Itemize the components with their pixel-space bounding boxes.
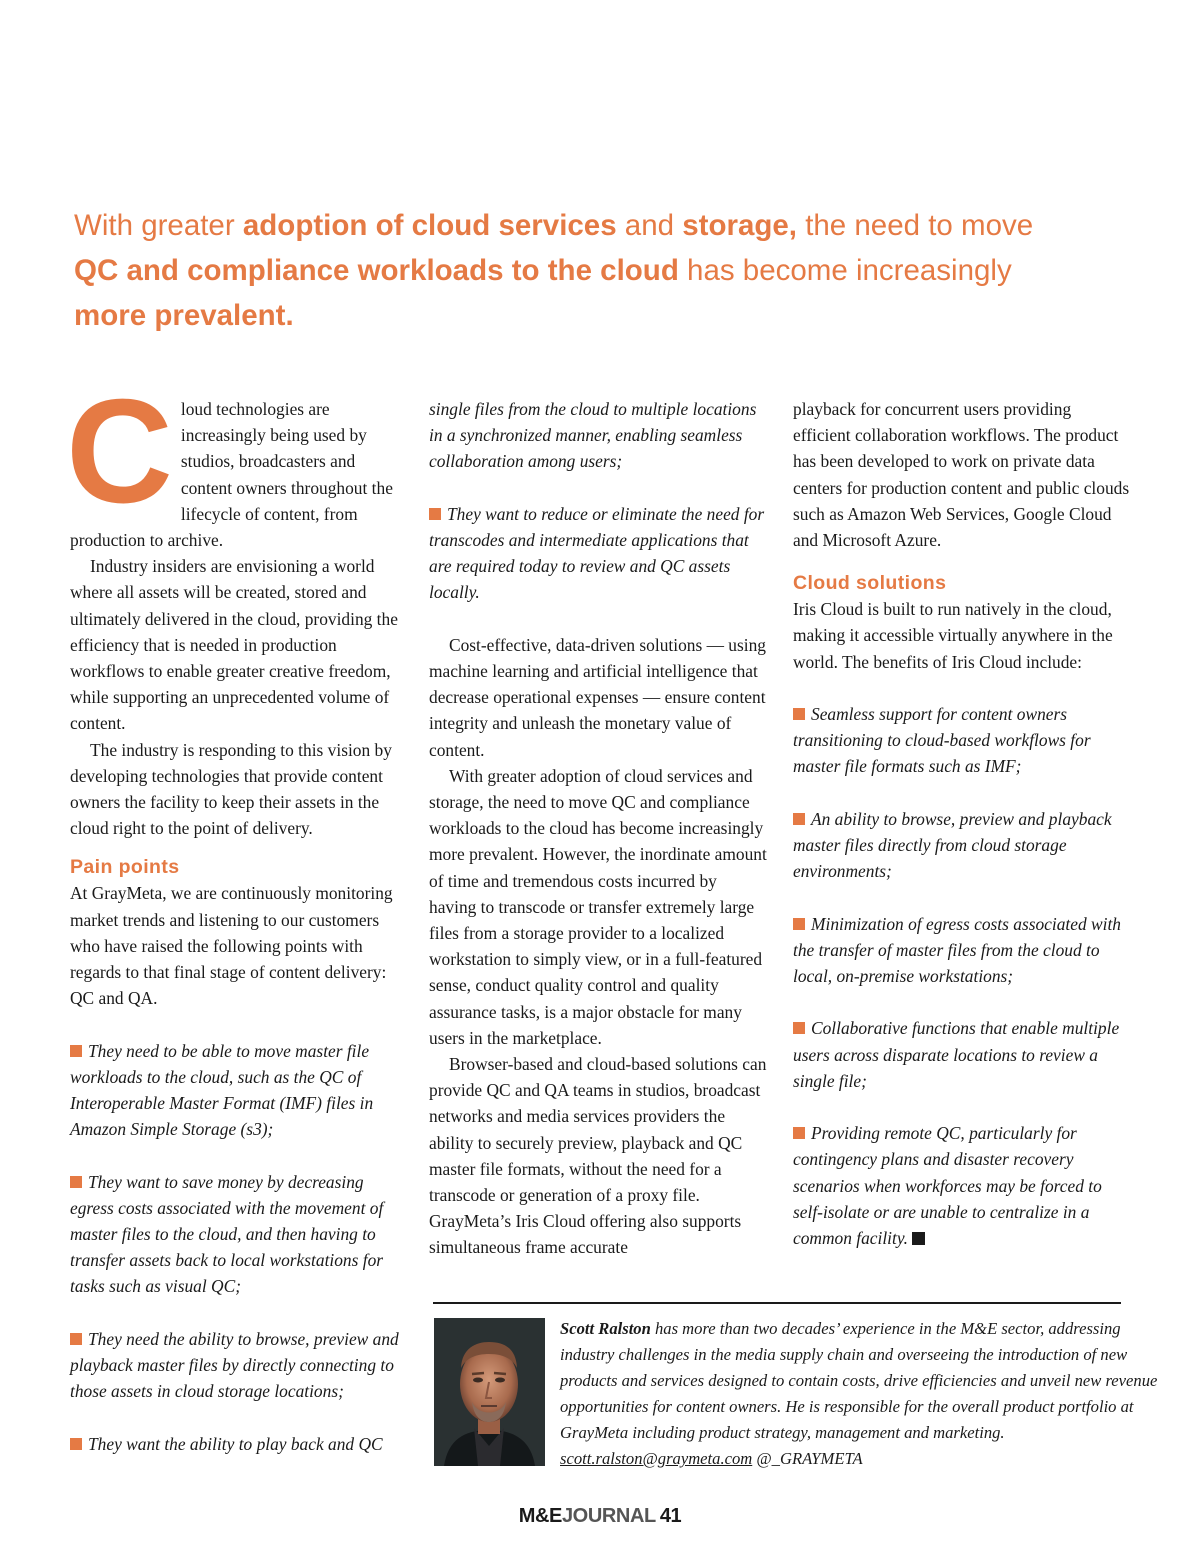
author-email-link[interactable]: scott.ralston@graymeta.com — [560, 1449, 753, 1468]
bullet-item — [70, 1431, 405, 1457]
pull-quote-emphasis: storage, — [682, 209, 797, 242]
bullet-square-icon — [793, 1127, 805, 1139]
bullet-square-icon — [429, 508, 441, 520]
body-paragraph: Iris Cloud is built to run natively in the cloud, making it accessible virtually anywhere in the world. The benefits of Iris Cloud include: — [793, 599, 1113, 672]
body-paragraph: The industry is responding to this vision by developing technologies that provide content owners the facility to keep their assets in the cloud right to the point of delivery. — [70, 739, 392, 839]
bullet-square-icon — [70, 1333, 82, 1345]
bullet-square-icon — [70, 1176, 82, 1188]
benefit-text: An ability to browse, preview and playback master files directly from cloud storage environments; — [793, 808, 1112, 882]
bullet-item — [429, 501, 767, 606]
end-mark-icon — [912, 1232, 925, 1245]
pull-quote-text: has become increasingly — [678, 254, 1012, 287]
benefit-item — [793, 701, 1133, 780]
bullet-square-icon — [793, 1022, 805, 1034]
body-paragraph: Cost-effective, data-driven solutions — using machine learning and artificial intelligence that decrease operational expenses — ensure content integrity and unleash the monetary value of content. — [429, 634, 766, 760]
page-footer — [0, 1505, 1200, 1528]
section-heading-cloud-solutions: Cloud solutions — [793, 572, 947, 595]
bullet-text: They need to be able to move master file workloads to the cloud, such as the QC of Interoperable Master Format (IMF) files in Amazon Simple Storage (s3); — [70, 1040, 374, 1140]
pull-quote-emphasis: adoption of cloud services — [242, 209, 617, 242]
pull-quote-text: With greater — [74, 209, 243, 242]
bullet-square-icon — [793, 708, 805, 720]
pull-quote — [74, 203, 1074, 338]
drop-cap: C — [66, 369, 173, 534]
author-photo — [434, 1318, 545, 1466]
author-name: Scott Ralston — [560, 1319, 651, 1338]
bio-divider — [433, 1302, 1121, 1304]
author-portrait-icon — [434, 1318, 545, 1466]
bullet-text: They want to reduce or eliminate the need for transcodes and intermediate applications that are required today to review and QC assets locally. — [429, 503, 765, 603]
bullet-item — [70, 1326, 405, 1405]
body-paragraph: Browser-based and cloud-based solutions can provide QC and QA teams in studios, broadcast networks and media services providers the ability to securely preview, playback and QC master file formats, without the need for a transcode or generation of a proxy file. GrayMeta’s Iris Cloud offering also supports simultaneous frame accurate — [429, 1054, 767, 1258]
intro-paragraph — [66, 369, 405, 553]
benefit-item — [793, 1015, 1133, 1094]
article-column-2 — [429, 396, 767, 1261]
bullet-square-icon — [793, 918, 805, 930]
intro-text: loud technologies are increasingly being used by studios, broadcasters and content owners throughout the lifecycle of content, from production to archive. — [70, 399, 393, 551]
bullet-item — [70, 1169, 405, 1300]
bullet-square-icon — [70, 1438, 82, 1450]
benefit-text: Minimization of egress costs associated with the transfer of master files from the cloud to local, on-premise workstations; — [793, 913, 1121, 987]
bullet-item — [70, 1038, 405, 1143]
benefit-item — [793, 1120, 1133, 1251]
bullet-continuation: single files from the cloud to multiple locations in a synchronized manner, enabling seamless collaboration among users; — [429, 399, 757, 472]
body-paragraph: playback for concurrent users providing efficient collaboration workflows. The product has been developed to work on private data centers for production content and public clouds such as Amazon Web Services, Google Cloud and Microsoft Azure. — [793, 399, 1130, 551]
bullet-square-icon — [793, 813, 805, 825]
pull-quote-emphasis: more prevalent. — [74, 299, 294, 332]
benefit-item — [793, 911, 1133, 990]
benefit-text: Collaborative functions that enable multiple users across disparate locations to review a single file; — [793, 1018, 1120, 1091]
benefit-text: Providing remote QC, particularly for contingency plans and disaster recovery scenarios when workforces may be forced to self-isolate or are unable to centralize in a common facility. — [793, 1123, 1102, 1249]
footer-logo-me: M&E — [518, 1505, 562, 1527]
author-bio — [560, 1316, 1160, 1472]
pull-quote-text: the need to move — [797, 209, 1034, 242]
benefit-text: Seamless support for content owners transitioning to cloud-based workflows for master file formats such as IMF; — [793, 704, 1091, 777]
bio-text: has more than two decades’ experience in the M&E sector, addressing industry challenges in the media supply chain and overseeing the introduction of new products and services designed to contain costs, drive efficiencies and unveil new revenue opportunities for content owners. He is responsible for the overall product portfolio at GrayMeta including product strategy, management and marketing. — [560, 1319, 1158, 1442]
author-handle: @_GRAYMETA — [752, 1449, 863, 1468]
pull-quote-emphasis: QC and compliance workloads to the cloud — [74, 254, 679, 287]
body-paragraph: At GrayMeta, we are continuously monitoring market trends and listening to our customers who have raised the following points with regards to that final stage of content delivery: QC and QA. — [70, 883, 393, 1009]
benefit-item — [793, 806, 1133, 885]
body-paragraph: With greater adoption of cloud services and storage, the need to move QC and compliance workloads to the cloud has become increasingly more prevalent. However, the inordinate amount of time and tremendous costs incurred by having to transcode or transfer extremely large files from a storage provider to a localized workstation to simply view, or in a full-featured sense, conduct quality control and quality assurance tasks, is a major obstacle for many users in the marketplace. — [429, 765, 767, 1048]
bullet-text: They need the ability to browse, preview and playback master files by directly connecting to those assets in cloud storage locations; — [70, 1328, 399, 1402]
article-column-1 — [66, 369, 405, 1457]
article-column-3 — [793, 396, 1133, 1251]
pull-quote-text: and — [616, 209, 683, 242]
page-number: 41 — [659, 1505, 682, 1527]
section-heading-pain-points: Pain points — [70, 856, 180, 879]
body-paragraph: Industry insiders are envisioning a world where all assets will be created, stored and ultimately delivered in the cloud, providing the efficiency that is needed in production workflows to enable greater creative freedom, while supporting an unprecedented volume of content. — [70, 556, 398, 734]
bullet-text: They want the ability to play back and QC — [88, 1433, 383, 1454]
bullet-square-icon — [70, 1045, 82, 1057]
bullet-text: They want to save money by decreasing egress costs associated with the movement of master files to the cloud, and then having to transfer assets back to local workstations for tasks such as visual QC; — [70, 1171, 384, 1297]
footer-logo-journal: JOURNAL — [561, 1505, 656, 1527]
